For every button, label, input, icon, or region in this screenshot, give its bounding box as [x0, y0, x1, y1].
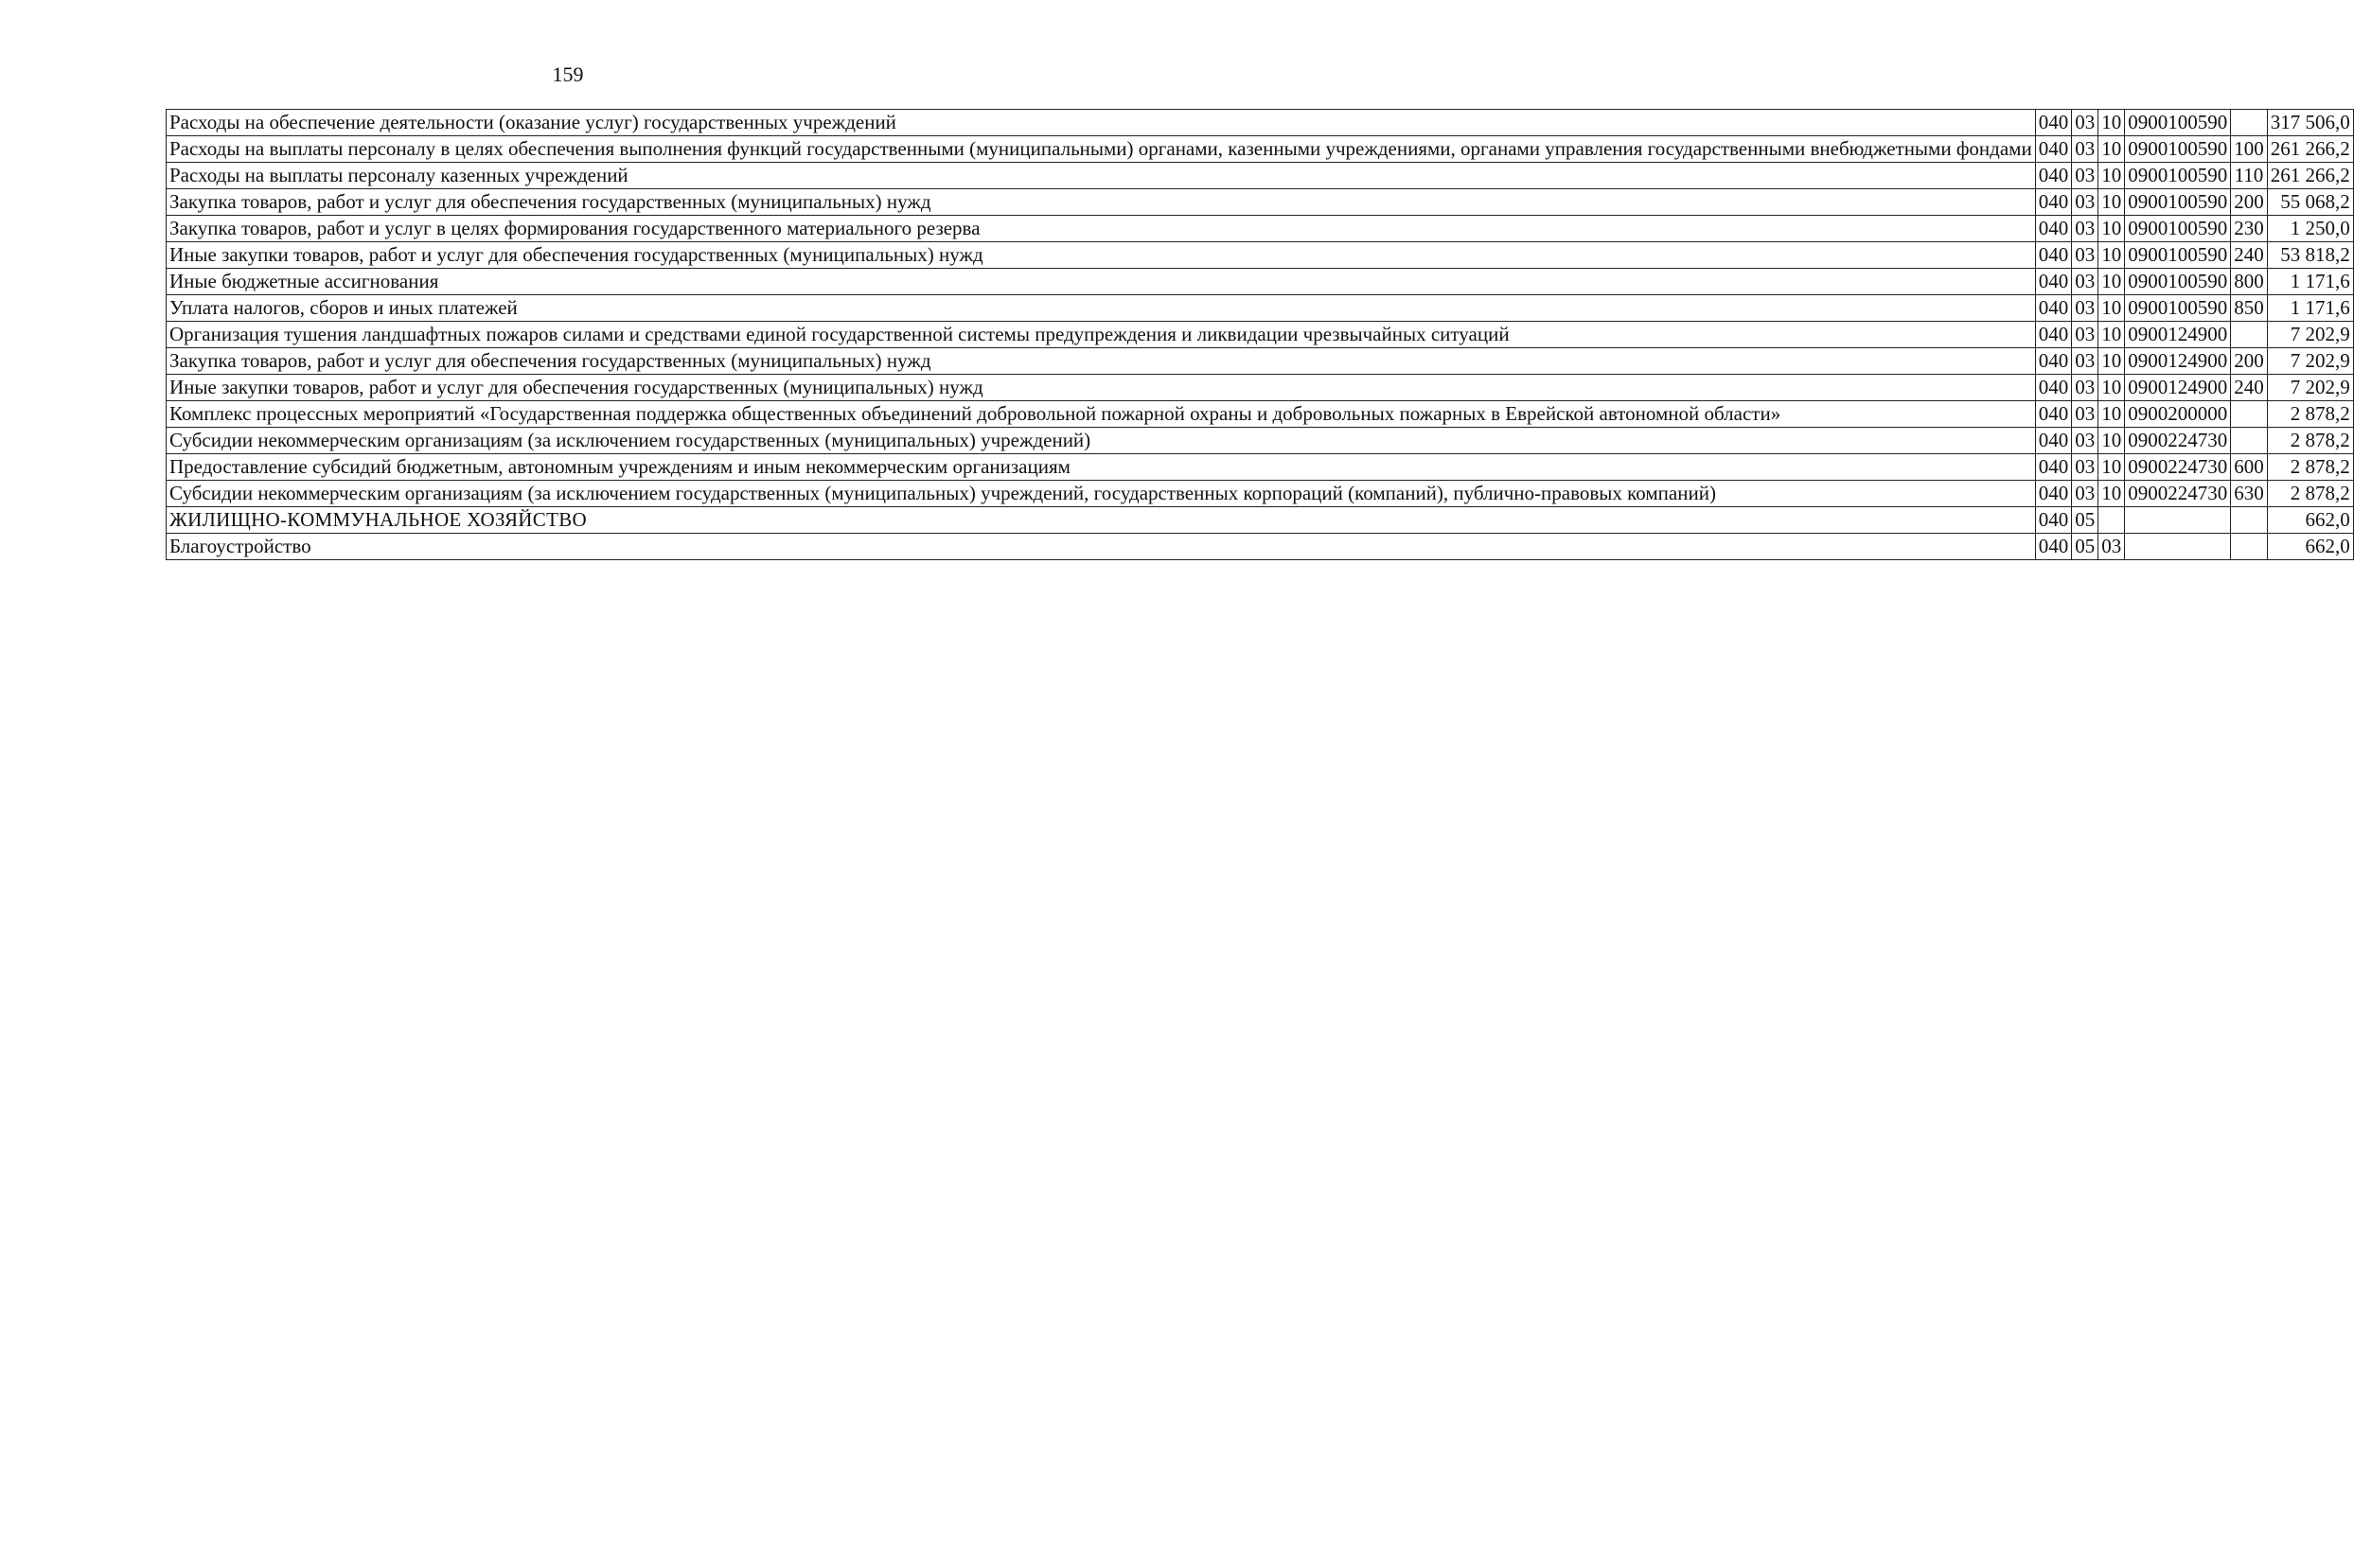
table-row — [167, 375, 2354, 401]
row-sum: 7 202,9 — [2267, 375, 2353, 401]
row-ved: 040 — [2035, 242, 2072, 269]
row-csr: 0900124900 — [2125, 322, 2231, 348]
row-sum: 2 878,2 — [2267, 428, 2353, 454]
row-name: Иные закупки товаров, работ и услуг для обеспечения государственных (муниципальных) нужд — [167, 242, 2036, 269]
table-row — [167, 507, 2354, 534]
row-vr — [2231, 110, 2268, 136]
row-name: Расходы на обеспечение деятельности (оказание услуг) государственных учреждений — [167, 110, 2036, 136]
table-row — [167, 454, 2354, 481]
row-vr: 800 — [2231, 269, 2268, 295]
row-vr: 600 — [2231, 454, 2268, 481]
row-ved: 040 — [2035, 295, 2072, 322]
row-name: Иные бюджетные ассигнования — [167, 269, 2036, 295]
row-sum: 317 506,0 — [2267, 110, 2353, 136]
row-csr: 0900124900 — [2125, 348, 2231, 375]
row-sum: 2 878,2 — [2267, 481, 2353, 507]
row-rz: 03 — [2072, 348, 2098, 375]
row-rz: 05 — [2072, 507, 2098, 534]
table-row — [167, 322, 2354, 348]
row-pr: 10 — [2098, 242, 2125, 269]
row-csr — [2125, 507, 2231, 534]
row-name: Расходы на выплаты персоналу в целях обеспечения выполнения функций государственными (муниципальными) органами, казенными учреждениями, органами управления государственными внебюджетными фондами — [167, 136, 2036, 163]
table-row — [167, 534, 2354, 560]
row-rz: 03 — [2072, 401, 2098, 428]
row-name: Субсидии некоммерческим организациям (за исключением государственных (муниципальных) учреждений) — [167, 428, 2036, 454]
row-ved: 040 — [2035, 454, 2072, 481]
row-rz: 03 — [2072, 295, 2098, 322]
row-csr: 0900100590 — [2125, 163, 2231, 189]
row-sum: 261 266,2 — [2267, 136, 2353, 163]
row-vr: 240 — [2231, 242, 2268, 269]
row-pr: 10 — [2098, 322, 2125, 348]
table-row — [167, 401, 2354, 428]
table-row — [167, 163, 2354, 189]
row-sum: 53 818,2 — [2267, 242, 2353, 269]
row-ved: 040 — [2035, 269, 2072, 295]
table-row — [167, 348, 2354, 375]
table-row — [167, 110, 2354, 136]
row-rz: 03 — [2072, 110, 2098, 136]
row-ved: 040 — [2035, 481, 2072, 507]
row-vr: 240 — [2231, 375, 2268, 401]
row-ved: 040 — [2035, 136, 2072, 163]
row-csr — [2125, 534, 2231, 560]
row-rz: 03 — [2072, 481, 2098, 507]
row-rz: 03 — [2072, 136, 2098, 163]
row-name: ЖИЛИЩНО-КОММУНАЛЬНОЕ ХОЗЯЙСТВО — [167, 507, 2036, 534]
row-csr: 0900100590 — [2125, 110, 2231, 136]
row-vr — [2231, 534, 2268, 560]
row-rz: 03 — [2072, 454, 2098, 481]
row-csr: 0900200000 — [2125, 401, 2231, 428]
table-row — [167, 481, 2354, 507]
row-ved: 040 — [2035, 507, 2072, 534]
row-rz: 03 — [2072, 189, 2098, 216]
row-pr: 10 — [2098, 401, 2125, 428]
table-row — [167, 136, 2354, 163]
row-name: Закупка товаров, работ и услуг для обеспечения государственных (муниципальных) нужд — [167, 189, 2036, 216]
row-rz: 03 — [2072, 242, 2098, 269]
row-ved: 040 — [2035, 189, 2072, 216]
budget-table — [166, 109, 2354, 560]
row-vr — [2231, 401, 2268, 428]
row-pr: 10 — [2098, 348, 2125, 375]
row-name: Благоустройство — [167, 534, 2036, 560]
row-sum: 2 878,2 — [2267, 401, 2353, 428]
row-ved: 040 — [2035, 348, 2072, 375]
row-ved: 040 — [2035, 110, 2072, 136]
row-csr: 0900100590 — [2125, 269, 2231, 295]
row-vr: 200 — [2231, 189, 2268, 216]
row-sum: 55 068,2 — [2267, 189, 2353, 216]
row-csr: 0900100590 — [2125, 136, 2231, 163]
row-name: Закупка товаров, работ и услуг в целях формирования государственного материального резерва — [167, 216, 2036, 242]
row-csr: 0900224730 — [2125, 428, 2231, 454]
row-rz: 03 — [2072, 375, 2098, 401]
row-sum: 1 171,6 — [2267, 269, 2353, 295]
row-vr — [2231, 322, 2268, 348]
row-ved: 040 — [2035, 401, 2072, 428]
row-ved: 040 — [2035, 428, 2072, 454]
table-row — [167, 216, 2354, 242]
row-vr: 850 — [2231, 295, 2268, 322]
row-csr: 0900224730 — [2125, 481, 2231, 507]
row-rz: 03 — [2072, 322, 2098, 348]
table-row — [167, 428, 2354, 454]
row-csr: 0900100590 — [2125, 216, 2231, 242]
row-pr: 10 — [2098, 454, 2125, 481]
row-sum: 662,0 — [2267, 507, 2353, 534]
row-csr: 0900100590 — [2125, 295, 2231, 322]
row-sum: 7 202,9 — [2267, 322, 2353, 348]
row-ved: 040 — [2035, 534, 2072, 560]
row-pr: 10 — [2098, 216, 2125, 242]
row-vr: 230 — [2231, 216, 2268, 242]
row-name: Расходы на выплаты персоналу казенных учреждений — [167, 163, 2036, 189]
row-pr: 10 — [2098, 375, 2125, 401]
row-pr: 10 — [2098, 163, 2125, 189]
table-row — [167, 242, 2354, 269]
row-pr: 10 — [2098, 295, 2125, 322]
row-pr — [2098, 507, 2125, 534]
table-row — [167, 269, 2354, 295]
row-pr: 10 — [2098, 428, 2125, 454]
row-csr: 0900124900 — [2125, 375, 2231, 401]
row-name: Закупка товаров, работ и услуг для обеспечения государственных (муниципальных) нужд — [167, 348, 2036, 375]
row-vr — [2231, 428, 2268, 454]
budget-table-body — [167, 110, 2354, 560]
row-vr: 200 — [2231, 348, 2268, 375]
row-pr: 03 — [2098, 534, 2125, 560]
page-number: 159 — [552, 62, 584, 86]
row-sum: 261 266,2 — [2267, 163, 2353, 189]
row-name: Уплата налогов, сборов и иных платежей — [167, 295, 2036, 322]
table-row — [167, 189, 2354, 216]
row-sum: 662,0 — [2267, 534, 2353, 560]
row-vr: 110 — [2231, 163, 2268, 189]
row-name: Субсидии некоммерческим организациям (за исключением государственных (муниципальных) учреждений, государственных корпораций (компаний), публично-правовых компаний) — [167, 481, 2036, 507]
row-sum: 1 171,6 — [2267, 295, 2353, 322]
row-pr: 10 — [2098, 110, 2125, 136]
row-csr: 0900224730 — [2125, 454, 2231, 481]
row-vr: 100 — [2231, 136, 2268, 163]
row-sum: 7 202,9 — [2267, 348, 2353, 375]
row-ved: 040 — [2035, 322, 2072, 348]
row-rz: 05 — [2072, 534, 2098, 560]
row-name: Комплекс процессных мероприятий «Государственная поддержка общественных объединений добровольной пожарной охраны и добровольных пожарных в Еврейской автономной области» — [167, 401, 2036, 428]
row-csr: 0900100590 — [2125, 189, 2231, 216]
row-ved: 040 — [2035, 163, 2072, 189]
table-row — [167, 295, 2354, 322]
row-name: Предоставление субсидий бюджетным, автономным учреждениям и иным некоммерческим организациям — [167, 454, 2036, 481]
row-pr: 10 — [2098, 269, 2125, 295]
row-vr — [2231, 507, 2268, 534]
row-sum: 2 878,2 — [2267, 454, 2353, 481]
row-pr: 10 — [2098, 481, 2125, 507]
row-rz: 03 — [2072, 428, 2098, 454]
row-pr: 10 — [2098, 136, 2125, 163]
row-csr: 0900100590 — [2125, 242, 2231, 269]
row-pr: 10 — [2098, 189, 2125, 216]
row-rz: 03 — [2072, 269, 2098, 295]
row-sum: 1 250,0 — [2267, 216, 2353, 242]
row-vr: 630 — [2231, 481, 2268, 507]
row-name: Организация тушения ландшафтных пожаров силами и средствами единой государственной системы предупреждения и ликвидации чрезвычайных ситуаций — [167, 322, 2036, 348]
row-rz: 03 — [2072, 216, 2098, 242]
row-rz: 03 — [2072, 163, 2098, 189]
row-name: Иные закупки товаров, работ и услуг для обеспечения государственных (муниципальных) нужд — [167, 375, 2036, 401]
row-ved: 040 — [2035, 375, 2072, 401]
row-ved: 040 — [2035, 216, 2072, 242]
